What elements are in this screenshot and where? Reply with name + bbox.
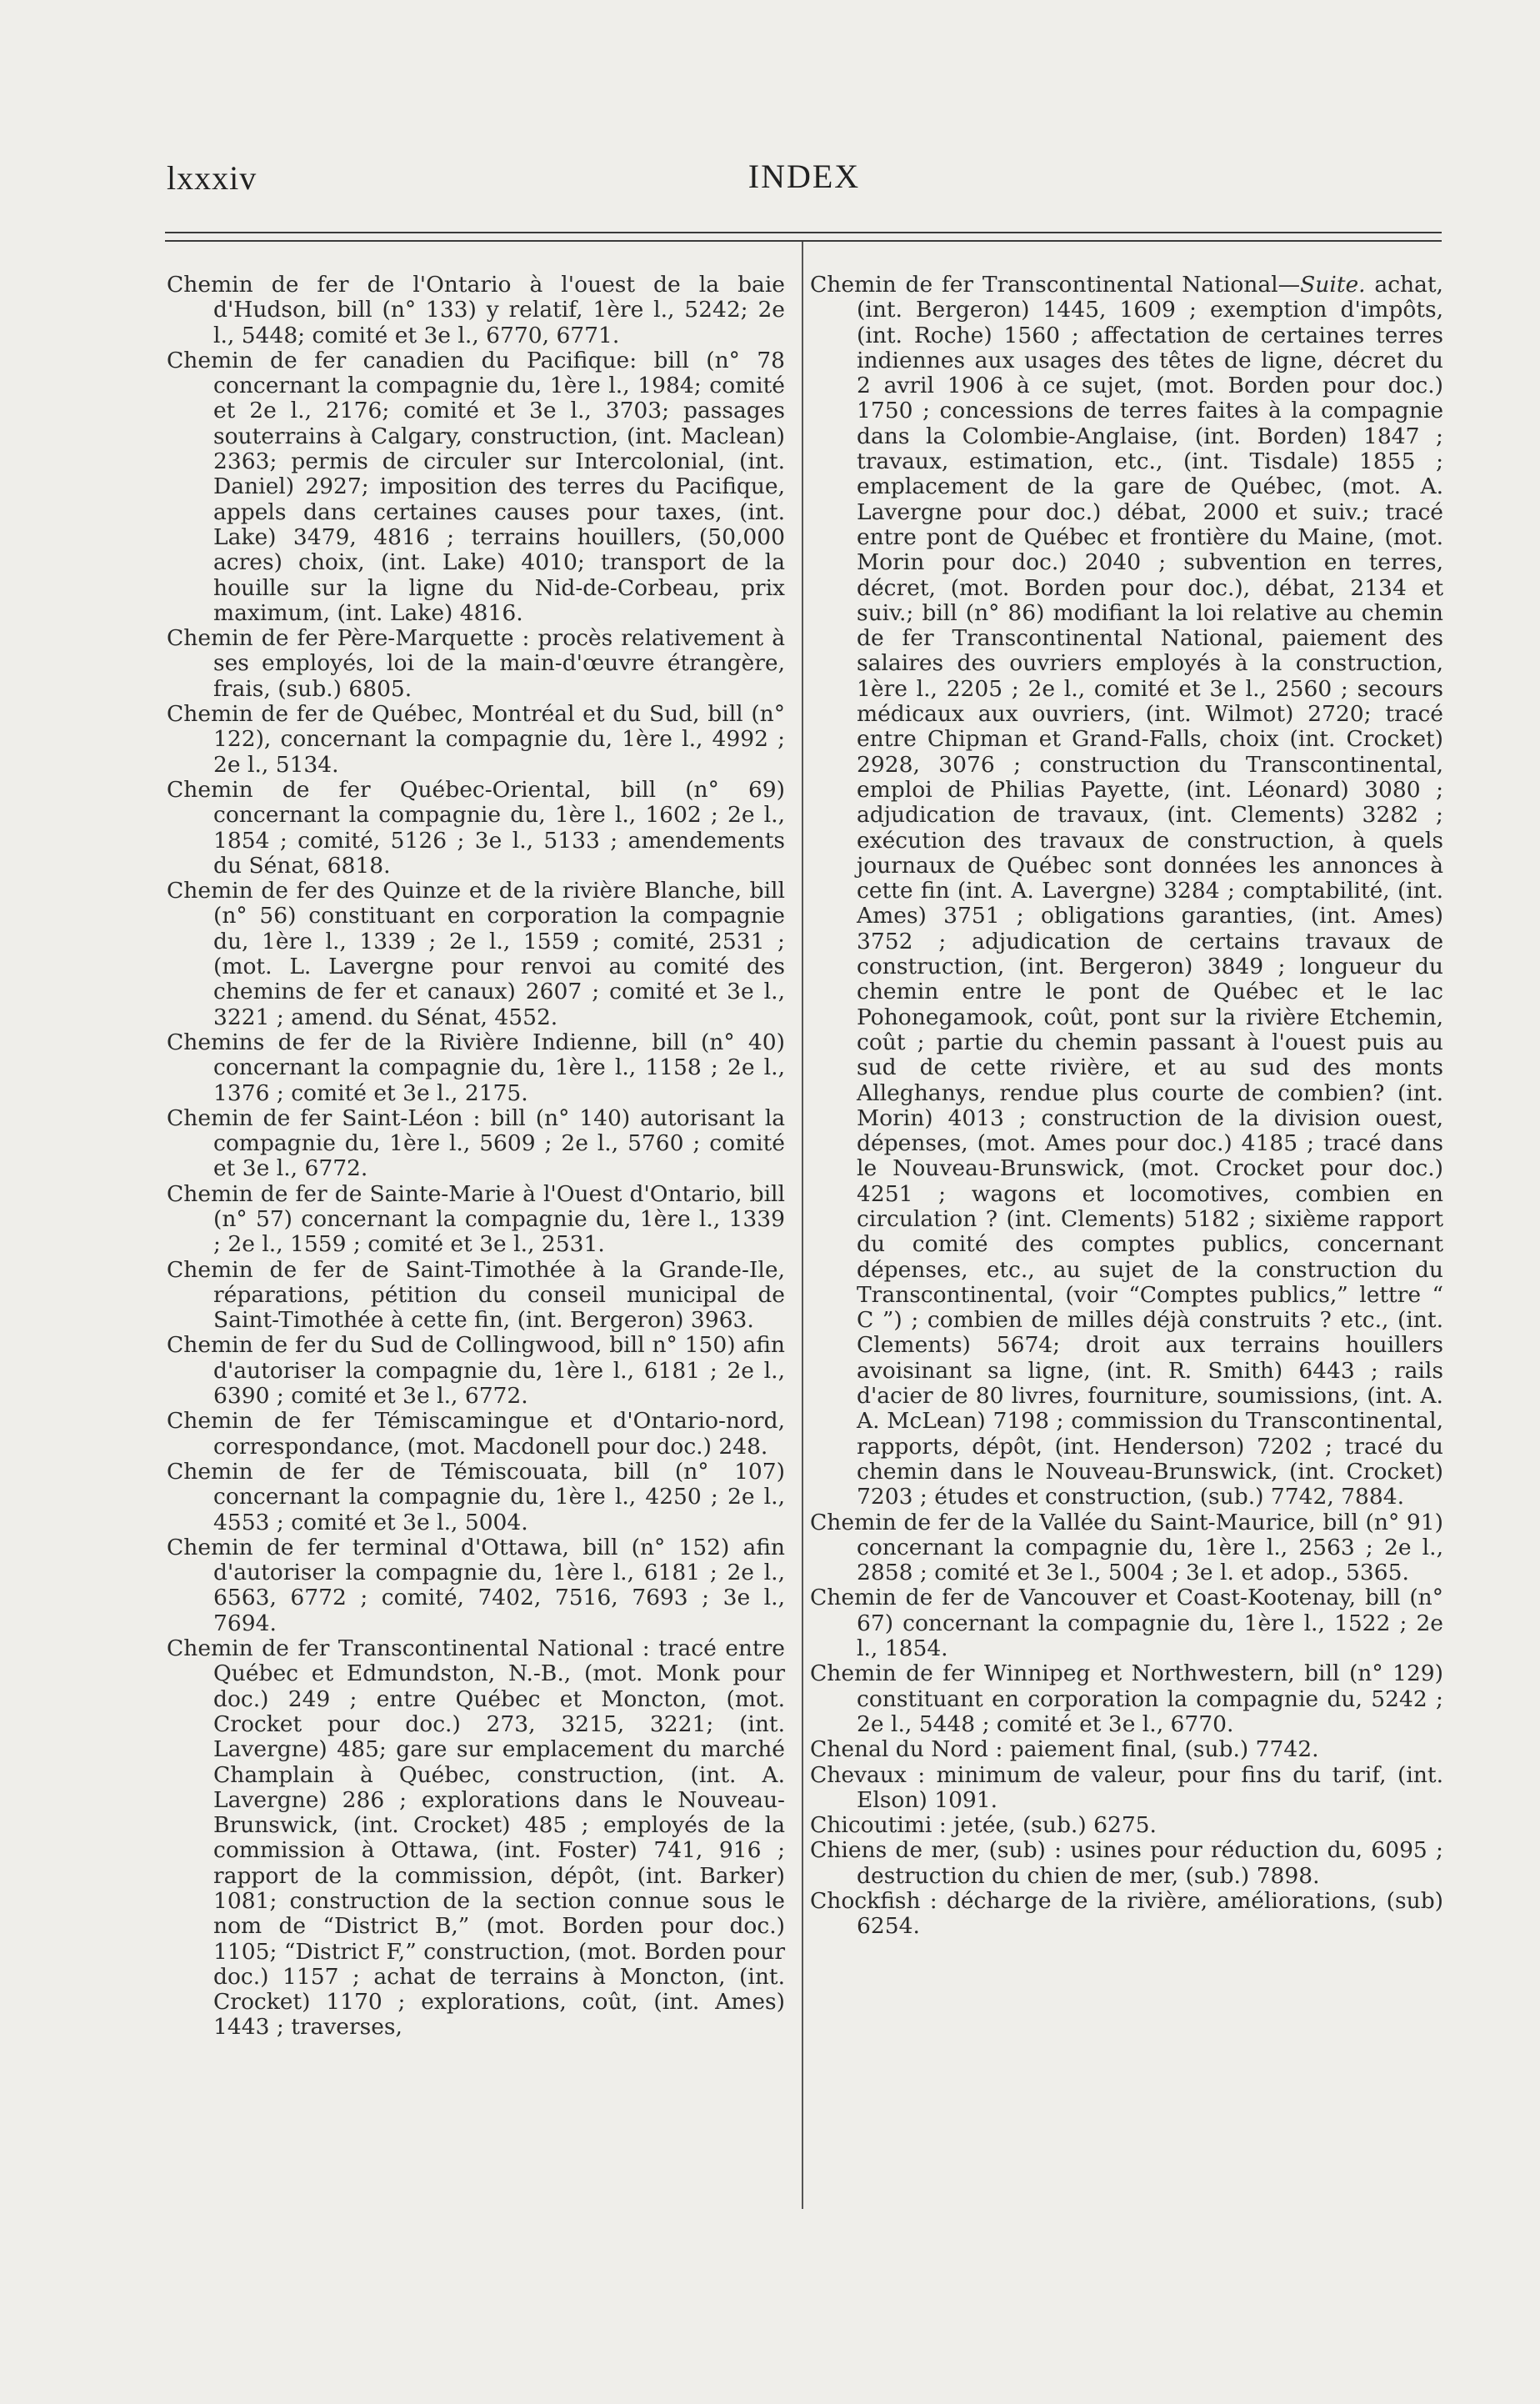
suite-label: Suite. xyxy=(1300,272,1366,298)
index-entry: Chiens de mer, (sub) : usines pour réduction du, 6095 ; destruction du chien de mer, (sub.) 7898. xyxy=(810,1837,1443,1889)
index-column-left xyxy=(167,273,785,2041)
index-entry: Chicoutimi : jetée, (sub.) 6275. xyxy=(810,1812,1157,1839)
index-entry: Chemin de fer de Saint-Timothée à la Grande-Ile, réparations, pétition du conseil municipal de Saint-Timothée à cette fin, (int. Bergeron) 3963. xyxy=(167,1256,785,1334)
page-title: INDEX xyxy=(748,158,861,195)
index-entry: Chenal du Nord : paiement final, (sub.) 7742. xyxy=(810,1736,1319,1763)
header-rule-bottom xyxy=(165,240,1442,242)
index-entry: Chemin de fer de Sainte-Marie à l'Ouest d'Ontario, bill (n° 57) concernant la compagnie du, 1ère l., 1339 ; 2e l., 1559 ; comité et 3e l., 2531. xyxy=(167,1180,785,1258)
index-entry: Chemin de fer Saint-Léon : bill (n° 140) autorisant la compagnie du, 1ère l., 5609 ; 2e l., 5760 ; comité et 3e l., 6772. xyxy=(167,1104,785,1182)
continued-body: achat, (int. Bergeron) 1445, 1609 ; exemption d'impôts, (int. Roche) 1560 ; affectation de certaines terres indiennes aux usages des têtes de ligne, décret du 2 avril 1906 à ce sujet, (mot. Borden pour doc.) 1750 ; concessions de terres faites à la compagnie dans la Colombie-Anglaise, (int. Borden) 1847 ; travaux, estimation, etc., (int. Tisdale) 1855 ; emplacement de la gare de Québec, (mot. A. Lavergne pour doc.) débat, 2000 et suiv.; tracé entre pont de Québec et frontière du Maine, (mot. Morin pour doc.) 2040 ; subvention en terres, décret, (mot. Borden pour doc.), débat, 2134 et suiv.; bill (n° 86) modifiant la loi relative au chemin de fer Transcontinental National, paiement des salaires des ouvriers employés à la construction, 1ère l., 2205 ; 2e l., comité et 3e l., 2560 ; secours médicaux aux ouvriers, (int. Wilmot) 2720; tracé entre Chipman et Grand-Falls, choix (int. Crocket) 2928, 3076 ; construction du Transcontinental, emploi de Philias Payette, (int. Léonard) 3080 ; adjudication de travaux, (int. Clements) 3282 ; exécution des travaux de construction, à quels journaux de Québec sont données les annonces à cette fin (int. A. Lavergne) 3284 ; comptabilité, (int. Ames) 3751 ; obligations garanties, (int. Ames) 3752 ; adjudication de certains travaux de construction, (int. Bergeron) 3849 ; longueur du chemin entre le pont de Québec et le lac Pohonegamook, coût, pont sur la rivière Etchemin, coût ; partie du chemin passant à l'ouest puis au sud de cette rivière, et au sud des monts Alleghanys, rendue plus courte de combien? (int. Morin) 4013 ; construction de la division ouest, dépenses, (mot. Ames pour doc.) 4185 ; tracé dans le Nouveau-Brunswick, (mot. Crocket pour doc.) 4251 ; wagons et locomotives, combien en circulation ? (int. Clements) 5182 ; sixième rapport du comité des comptes publics, concernant dépenses, etc., au sujet de la construction du Transcontinental, (voir “Comptes publics,” lettre “ C ”) ; combien de milles déjà construits ? etc., (int. Clements) 5674; droit aux terrains houillers avoisinant sa ligne, (int. R. Smith) 6443 ; rails d'acier de 80 livres, fourniture, soumissions, (int. A. A. McLean) 7198 ; commission du Transcontinental, rapports, dépôt, (int. Henderson) 7202 ; tracé du chemin dans le Nouveau-Brunswick, (int. Crocket) 7203 ; études et construction, (sub.) 7742, 7884. xyxy=(857,272,1443,1510)
index-entry: Chemin de fer des Quinze et de la rivière Blanche, bill (n° 56) constituant en corporation la compagnie du, 1ère l., 1339 ; 2e l., 1559 ; comité, 2531 ; (mot. L. Lavergne pour renvoi au comité des chemins de fer et canaux) 2607 ; comité et 3e l., 3221 ; amend. du Sénat, 4552. xyxy=(167,878,785,1030)
index-entry: Chemin de fer de Vancouver et Coast-Kootenay, bill (n° 67) concernant la compagnie du, 1ère l., 1522 ; 2e l., 1854. xyxy=(810,1585,1443,1662)
continued-heading: Chemin de fer Transcontinental National— xyxy=(810,272,1301,298)
index-entry: Chevaux : minimum de valeur, pour fins du tarif, (int. Elson) 1091. xyxy=(810,1761,1443,1813)
index-entry: Chemin de fer Père-Marquette : procès relativement à ses employés, loi de la main-d'œuvre étrangère, frais, (sub.) 6805. xyxy=(167,625,785,702)
index-entry: Chemin de fer de Québec, Montréal et du Sud, bill (n° 122), concernant la compagnie du, 1ère l., 4992 ; 2e l., 5134. xyxy=(167,701,785,778)
index-entry: Chemin de fer canadien du Pacifique: bill (n° 78 concernant la compagnie du, 1ère l., 1984; comité et 2e l., 2176; comité et 3e l., 3703; passages souterrains à Calgary, construction, (int. Maclean) 2363; permis de circuler sur Intercolonial, (int. Daniel) 2927; imposition des terres du Pacifique, appels dans certaines causes pour taxes, (int. Lake) 3479, 4816 ; terrains houillers, (50,000 acres) choix, (int. Lake) 4010; transport de la houille sur la ligne du Nid-de-Corbeau, prix maximum, (int. Lake) 4816. xyxy=(167,347,785,626)
header-rule-top xyxy=(165,232,1442,233)
index-entry: Chemin de fer de Témiscouata, bill (n° 107) concernant la compagnie du, 1ère l., 4250 ; 2e l., 4553 ; comité et 3e l., 5004. xyxy=(167,1458,785,1535)
index-entry: Chemin de fer Winnipeg et Northwestern, bill (n° 129) constituant en corporation la compagnie du, 5242 ; 2e l., 5448 ; comité et 3e l., 6770. xyxy=(810,1660,1443,1737)
index-entry: Chemin de fer Témiscamingue et d'Ontario-nord, correspondance, (mot. Macdonell pour doc.) 248. xyxy=(167,1408,785,1460)
index-entry: Chemins de fer de la Rivière Indienne, bill (n° 40) concernant la compagnie du, 1ère l., 1158 ; 2e l., 1376 ; comité et 3e l., 2175. xyxy=(167,1029,785,1106)
index-column-right xyxy=(810,273,1443,1940)
index-entry: Chockfish : décharge de la rivière, améliorations, (sub) 6254. xyxy=(810,1888,1443,1940)
page-number: lxxxiv xyxy=(167,159,258,197)
index-entry: Chemin de fer du Sud de Collingwood, bill n° 150) afin d'autoriser la compagnie du, 1ère l., 6181 ; 2e l., 6390 ; comité et 3e l., 6772. xyxy=(167,1332,785,1410)
index-entry: Chemin de fer de l'Ontario à l'ouest de la baie d'Hudson, bill (n° 133) y relatif, 1ère l., 5242; 2e l., 5448; comité et 3e l., 6770, 6771. xyxy=(167,272,785,348)
continued-entry xyxy=(810,273,1443,1510)
column-divider xyxy=(802,242,803,2209)
index-entry: Chemin de fer Transcontinental National : tracé entre Québec et Edmundston, N.-B., (mot. Monk pour doc.) 249 ; entre Québec et Moncton, (mot. Crocket pour doc.) 273, 3215, 3221; (int. Lavergne) 485; gare sur emplacement du marché Champlain à Québec, construction, (int. A. Lavergne) 286 ; explorations dans le Nouveau-Brunswick, (int. Crocket) 485 ; employés de la commission à Ottawa, (int. Foster) 741, 916 ; rapport de la commission, dépôt, (int. Barker) 1081; construction de la section connue sous le nom de “District B,” (mot. Borden pour doc.) 1105; “District F,” construction, (mot. Borden pour doc.) 1157 ; achat de terrains à Moncton, (int. Crocket) 1170 ; explorations, coût, (int. Ames) 1443 ; traverses, xyxy=(167,1635,785,2041)
index-entry: Chemin de fer de la Vallée du Saint-Maurice, bill (n° 91) concernant la compagnie du, 1ère l., 2563 ; 2e l., 2858 ; comité et 3e l., 5004 ; 3e l. et adop., 5365. xyxy=(810,1509,1443,1586)
index-entry: Chemin de fer Québec-Oriental, bill (n° 69) concernant la compagnie du, 1ère l., 1602 ; 2e l., 1854 ; comité, 5126 ; 3e l., 5133 ; amendements du Sénat, 6818. xyxy=(167,776,785,879)
index-entry: Chemin de fer terminal d'Ottawa, bill (n° 152) afin d'autoriser la compagnie du, 1ère l., 6181 ; 2e l., 6563, 6772 ; comité, 7402, 7516, 7693 ; 3e l., 7694. xyxy=(167,1534,785,1636)
